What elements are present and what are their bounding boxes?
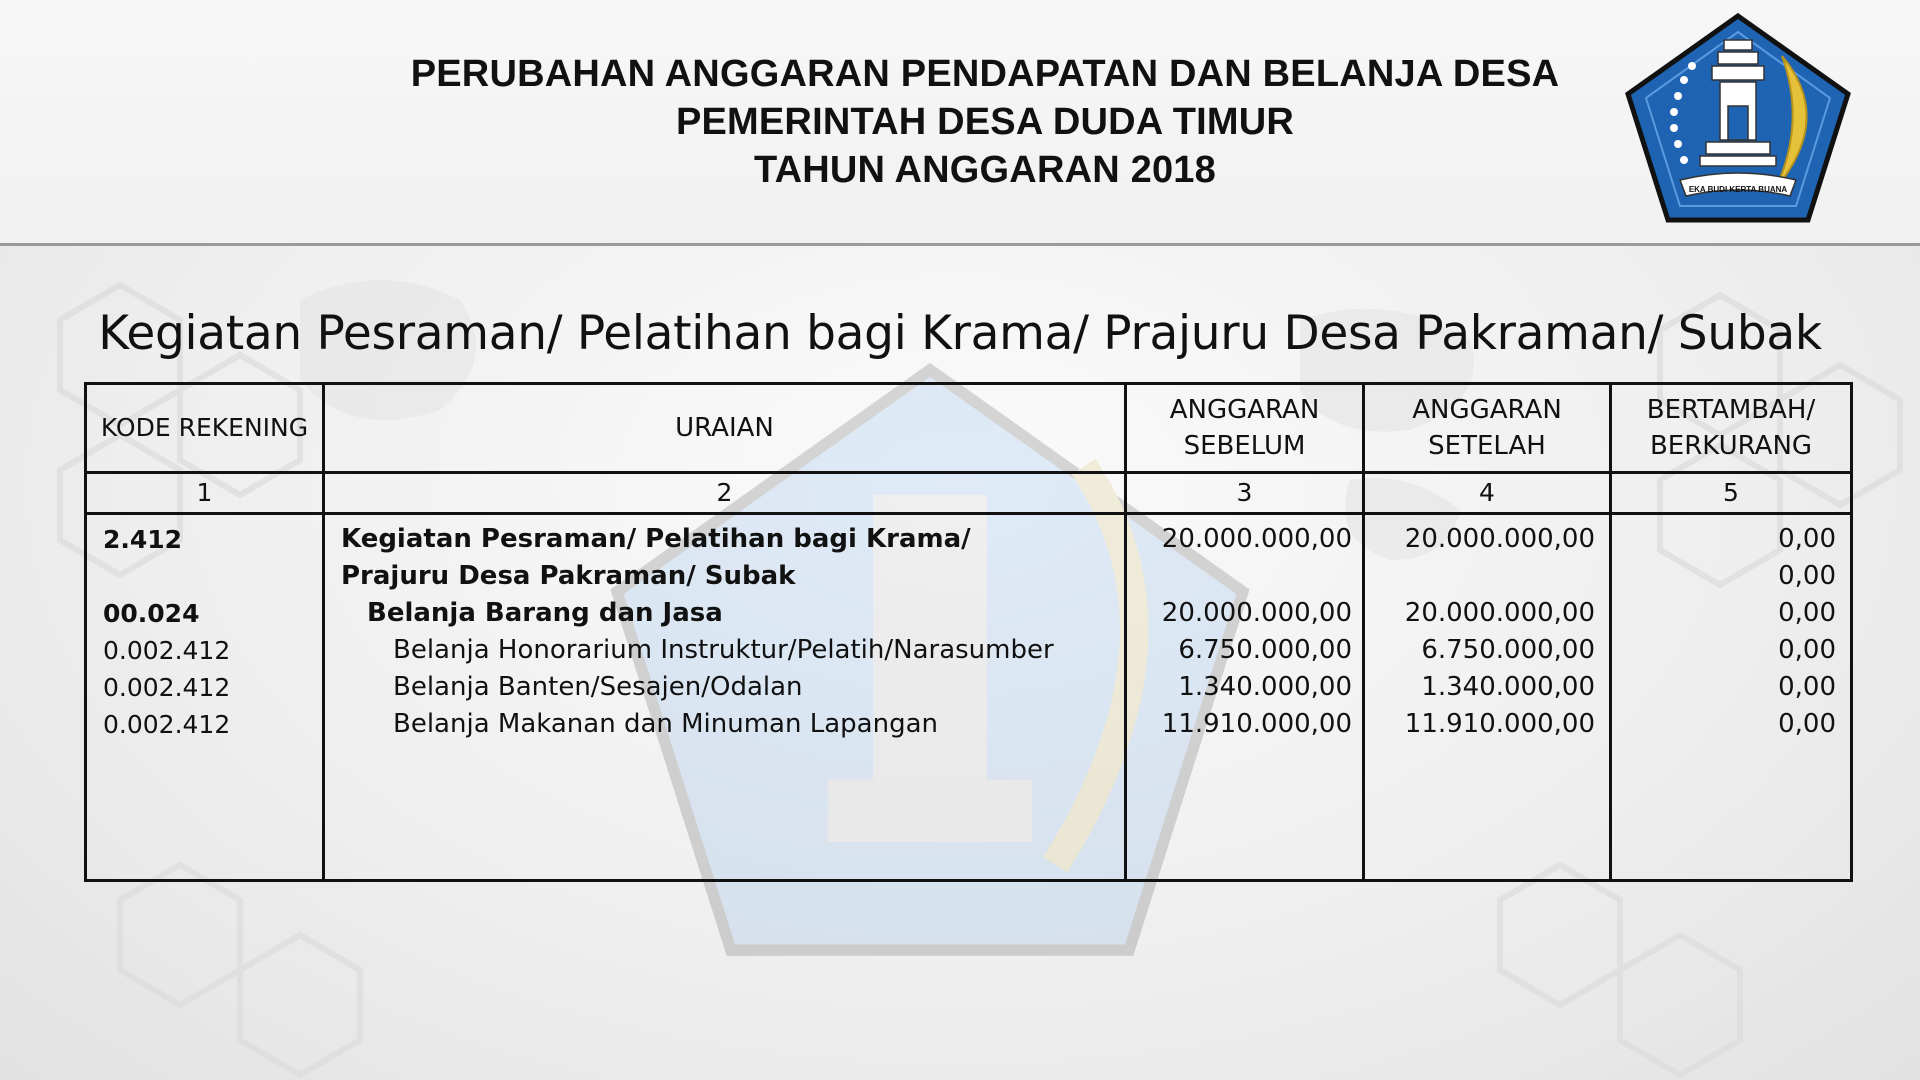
header-bertambah-line-1: BERTAMBAH/	[1646, 395, 1816, 425]
column-kode-rekening	[86, 514, 324, 881]
header-anggaran-sebelum-line-1: ANGGARAN	[1169, 395, 1320, 425]
table-row-kode: 0.002.412	[103, 636, 231, 665]
table-row-selisih: 0,00	[1778, 561, 1836, 591]
table-row-kode: 0.002.412	[103, 673, 231, 702]
header-anggaran-sebelum-line-2: SEBELUM	[1183, 431, 1306, 461]
column-bertambah-berkurang	[1611, 514, 1852, 881]
header-bertambah-line-2: BERKURANG	[1649, 431, 1813, 461]
table-row-sebelum	[1127, 558, 1362, 595]
column-anggaran-setelah	[1364, 514, 1611, 881]
table-row-kode: 00.024	[103, 599, 200, 628]
table-row-kode: 0.002.412	[103, 710, 231, 739]
table-column-number-row	[86, 473, 1852, 514]
column-anggaran-sebelum	[1126, 514, 1364, 881]
table-row-uraian: Belanja Banten/Sesajen/Odalan	[393, 672, 803, 702]
table-row-selisih: 0,00	[1778, 709, 1836, 739]
table-row-sebelum: 6.750.000,00	[1178, 635, 1352, 665]
column-number-5: 5	[1611, 473, 1852, 514]
column-uraian	[324, 514, 1126, 881]
table-row-selisih: 0,00	[1778, 524, 1836, 554]
table-row-sebelum: 11.910.000,00	[1161, 709, 1352, 739]
table-row-setelah	[1365, 558, 1609, 595]
table-row-setelah: 6.750.000,00	[1421, 635, 1595, 665]
table-row-setelah: 1.340.000,00	[1421, 672, 1595, 702]
table-row-sebelum: 20.000.000,00	[1161, 598, 1352, 628]
table-row-selisih: 0,00	[1778, 672, 1836, 702]
header-anggaran-setelah	[1364, 384, 1611, 473]
header-title-line-2: PEMERINTAH DESA DUDA TIMUR	[675, 101, 1295, 143]
header-anggaran-setelah-line-2: SETELAH	[1428, 431, 1546, 461]
table-row-setelah: 20.000.000,00	[1404, 598, 1595, 628]
column-number-3: 3	[1126, 473, 1364, 514]
header-anggaran-sebelum	[1126, 384, 1364, 473]
column-number-4: 4	[1364, 473, 1611, 514]
header-anggaran-setelah-line-1: ANGGARAN	[1412, 395, 1562, 425]
column-number-1: 1	[86, 473, 324, 514]
table-row-uraian: Kegiatan Pesraman/ Pelatihan bagi Krama/	[341, 524, 971, 554]
village-emblem-logo	[1622, 10, 1854, 226]
header-kode-rekening: KODE REKENING	[86, 384, 324, 473]
table-row-setelah: 20.000.000,00	[1404, 524, 1595, 554]
budget-table	[84, 382, 1853, 882]
header-uraian: URAIAN	[324, 384, 1126, 473]
table-row-selisih: 0,00	[1778, 635, 1836, 665]
table-row-kode	[87, 558, 322, 595]
table-row-setelah: 11.910.000,00	[1404, 709, 1595, 739]
header-title	[260, 50, 1710, 194]
table-row-uraian: Belanja Makanan dan Minuman Lapangan	[393, 709, 938, 739]
table-row-uraian: Belanja Honorarium Instruktur/Pelatih/Narasumber	[393, 635, 1054, 665]
column-number-2: 2	[324, 473, 1126, 514]
header-bertambah-berkurang	[1611, 384, 1852, 473]
header-title-line-1: PERUBAHAN ANGGARAN PENDAPATAN DAN BELANJA DESA	[410, 53, 1560, 95]
table-row-kode: 2.412	[103, 525, 183, 554]
table-row-uraian: Prajuru Desa Pakraman/ Subak	[341, 561, 796, 591]
activity-title: Kegiatan Pesraman/ Pelatihan bagi Krama/ Prajuru Desa Pakraman/ Subak	[98, 306, 1822, 361]
table-row-selisih: 0,00	[1778, 598, 1836, 628]
table-row-sebelum: 1.340.000,00	[1178, 672, 1352, 702]
logo-motto: EKA BUDI KERTA BUANA	[1688, 185, 1788, 194]
table-body-row	[86, 514, 1852, 881]
table-row-uraian: Belanja Barang dan Jasa	[367, 598, 723, 628]
table-row-sebelum: 20.000.000,00	[1161, 524, 1352, 554]
header-title-line-3: TAHUN ANGGARAN 2018	[754, 149, 1216, 191]
table-header-row	[86, 384, 1852, 473]
page-header	[0, 0, 1920, 246]
